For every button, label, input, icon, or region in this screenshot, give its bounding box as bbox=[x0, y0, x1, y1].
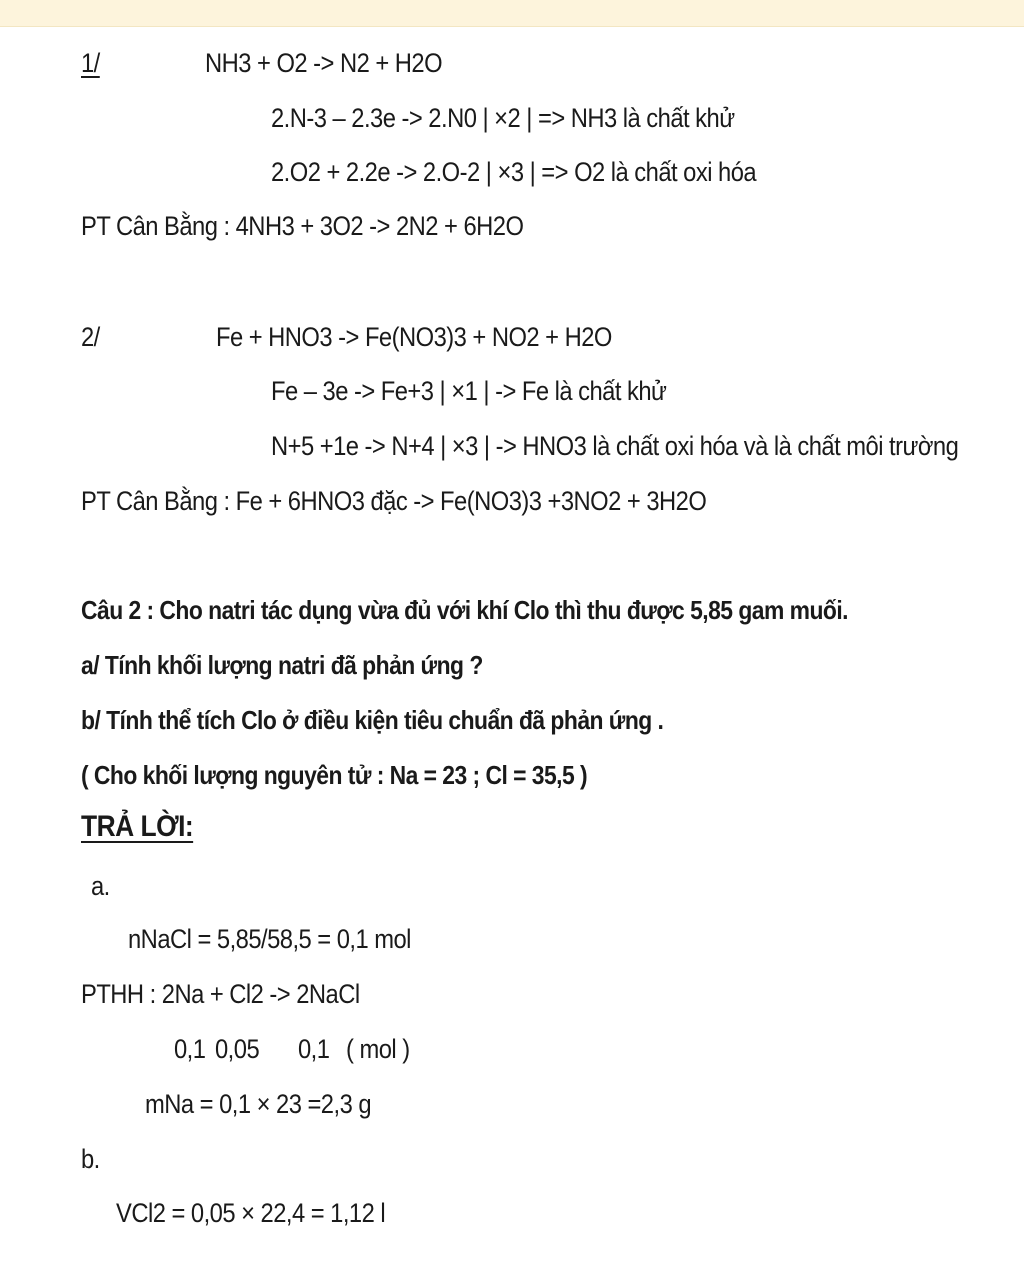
problem-1-step-2: 2.O2 + 2.2e -> 2.O-2 | ×3 | => O2 là chất oxi hóa bbox=[271, 157, 757, 187]
question-2-part-b: b/ Tính thể tích Clo ở điều kiện tiêu chuẩn đã phản ứng . bbox=[81, 705, 664, 735]
problem-1-equation: NH3 + O2 -> N2 + H2O bbox=[205, 48, 443, 78]
problem-2-label: 2/ bbox=[81, 322, 100, 352]
answer-heading: TRẢ LỜI: bbox=[81, 810, 194, 843]
question-2-note: ( Cho khối lượng nguyên tử : Na = 23 ; Cl = 35,5 ) bbox=[81, 760, 588, 790]
problem-2-balanced: PT Cân Bằng : Fe + 6HNO3 đặc -> Fe(NO3)3 +3NO2 + 3H2O bbox=[81, 486, 707, 516]
answer-a-moles-na: 0,1 bbox=[174, 1034, 206, 1064]
answer-a-nnacl: nNaCl = 5,85/58,5 = 0,1 mol bbox=[128, 924, 411, 954]
answer-a-mass: mNa = 0,1 × 23 =2,3 g bbox=[145, 1089, 372, 1119]
question-2-part-a: a/ Tính khối lượng natri đã phản ứng ? bbox=[81, 650, 483, 680]
answer-a-label: a. bbox=[91, 871, 110, 901]
problem-2-step-1: Fe – 3e -> Fe+3 | ×1 | -> Fe là chất khử bbox=[271, 376, 667, 406]
answer-a-moles-cl2: 0,05 bbox=[215, 1034, 260, 1064]
problem-1-label: 1/ bbox=[81, 48, 100, 78]
problem-1-balanced: PT Cân Bằng : 4NH3 + 3O2 -> 2N2 + 6H2O bbox=[81, 211, 524, 241]
problem-1-step-1: 2.N-3 – 2.3e -> 2.N0 | ×2 | => NH3 là chất khử bbox=[271, 103, 735, 133]
question-2-title: Câu 2 : Cho natri tác dụng vừa đủ với khí Clo thì thu được 5,85 gam muối. bbox=[81, 595, 849, 625]
answer-a-pthh: PTHH : 2Na + Cl2 -> 2NaCl bbox=[81, 979, 360, 1009]
problem-2-equation: Fe + HNO3 -> Fe(NO3)3 + NO2 + H2O bbox=[216, 322, 612, 352]
answer-a-moles-unit: ( mol ) bbox=[346, 1034, 410, 1064]
answer-b-volume: VCl2 = 0,05 × 22,4 = 1,12 l bbox=[116, 1198, 386, 1228]
top-banner-strip bbox=[0, 0, 1024, 27]
problem-2-step-2: N+5 +1e -> N+4 | ×3 | -> HNO3 là chất oxi hóa và là chất môi trường bbox=[271, 431, 959, 461]
answer-a-moles-nacl: 0,1 bbox=[298, 1034, 330, 1064]
answer-b-label: b. bbox=[81, 1144, 100, 1174]
